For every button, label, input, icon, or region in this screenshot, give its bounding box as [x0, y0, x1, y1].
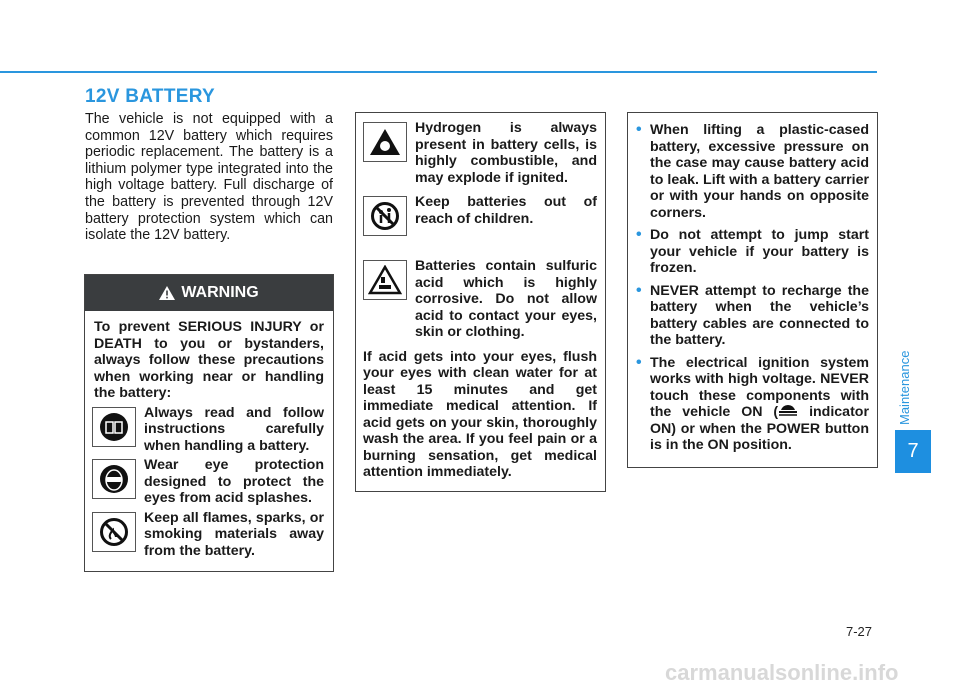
- caution-list: [636, 122, 869, 454]
- warning-header: [85, 275, 333, 311]
- corrosive-acid-icon: [363, 260, 407, 300]
- warning-intro: To prevent SERIOUS INJURY or DEATH to you or bystanders, always follow these precautions when working near or handling the battery:: [94, 319, 324, 401]
- section-title: 12V BATTERY: [85, 86, 215, 107]
- chapter-tab[interactable]: 7: [895, 430, 931, 473]
- hazard-item-text: Hydrogen is always present in battery cells, is highly combustible, and may explode if ignited.: [415, 120, 597, 186]
- warning-item-text: Always read and follow instructions carefully when handling a battery.: [144, 404, 324, 454]
- chapter-label: Maintenance: [897, 350, 912, 425]
- caution-text: indicator ON) or when the POWER button is in the ON position.: [650, 404, 869, 453]
- hazard-item: [363, 120, 597, 186]
- warning-triangle-icon: [159, 286, 175, 300]
- ready-indicator-icon: [778, 404, 798, 416]
- eye-protection-icon: [92, 459, 136, 499]
- explosion-hazard-icon: [363, 122, 407, 162]
- keep-away-children-icon: [363, 196, 407, 236]
- hazard-item-text: Batteries contain sulfuric acid which is highly corrosive. Do not allow acid to contact your eyes, skin or clothing.: [415, 258, 597, 340]
- intro-paragraph: The vehicle is not equipped with a common 12V battery which requires periodic replacement. The battery is a lithium polymer type integrated into the high voltage battery. Full discharge of the battery is prevented through 12V battery protection system which can isolate the 12V battery.: [85, 111, 333, 244]
- acid-first-aid-note: If acid gets into your eyes, flush your eyes with clean water for at least 15 minutes and get immediate medical attention. If acid gets on your skin, thoroughly wash the area. If you feel pain or a burning sensation, get medical attention immediately.: [363, 348, 597, 480]
- read-manual-icon: [92, 407, 136, 447]
- caution-box: [627, 112, 878, 468]
- hazard-box: [355, 112, 606, 492]
- warning-item-text: Wear eye protection designed to protect the eyes from acid splashes.: [144, 457, 324, 506]
- warning-item: [92, 510, 324, 560]
- warning-item: [92, 405, 324, 455]
- caution-item: • When lifting a plastic-cased battery, excessive pressure on the case may cause battery acid to leak. Lift with a battery carrier or with your hands on opposite corners.: [636, 122, 869, 221]
- hazard-item: [363, 194, 597, 236]
- warning-label: WARNING: [181, 284, 259, 301]
- hazard-item: [363, 258, 597, 341]
- page-number: 7-27: [846, 624, 873, 639]
- watermark: carmanualsonline.info: [665, 660, 899, 685]
- header-rule: [0, 71, 877, 73]
- warning-box: [84, 274, 334, 572]
- hazard-item-text: Keep batteries out of reach of children.: [415, 194, 597, 227]
- no-flames-icon: [92, 512, 136, 552]
- warning-item-text: Keep all flames, sparks, or smoking materials away from the battery.: [144, 509, 324, 559]
- warning-item: [92, 457, 324, 507]
- caution-item: • Do not attempt to jump start your vehicle if your battery is frozen.: [636, 227, 869, 277]
- caution-item: [636, 355, 869, 454]
- caution-item: • NEVER attempt to recharge the battery when the vehicle’s battery cables are connected to the battery.: [636, 283, 869, 349]
- caution-text: The electrical ignition system works with high voltage. NEVER touch these components with the vehicle ON (: [650, 354, 869, 420]
